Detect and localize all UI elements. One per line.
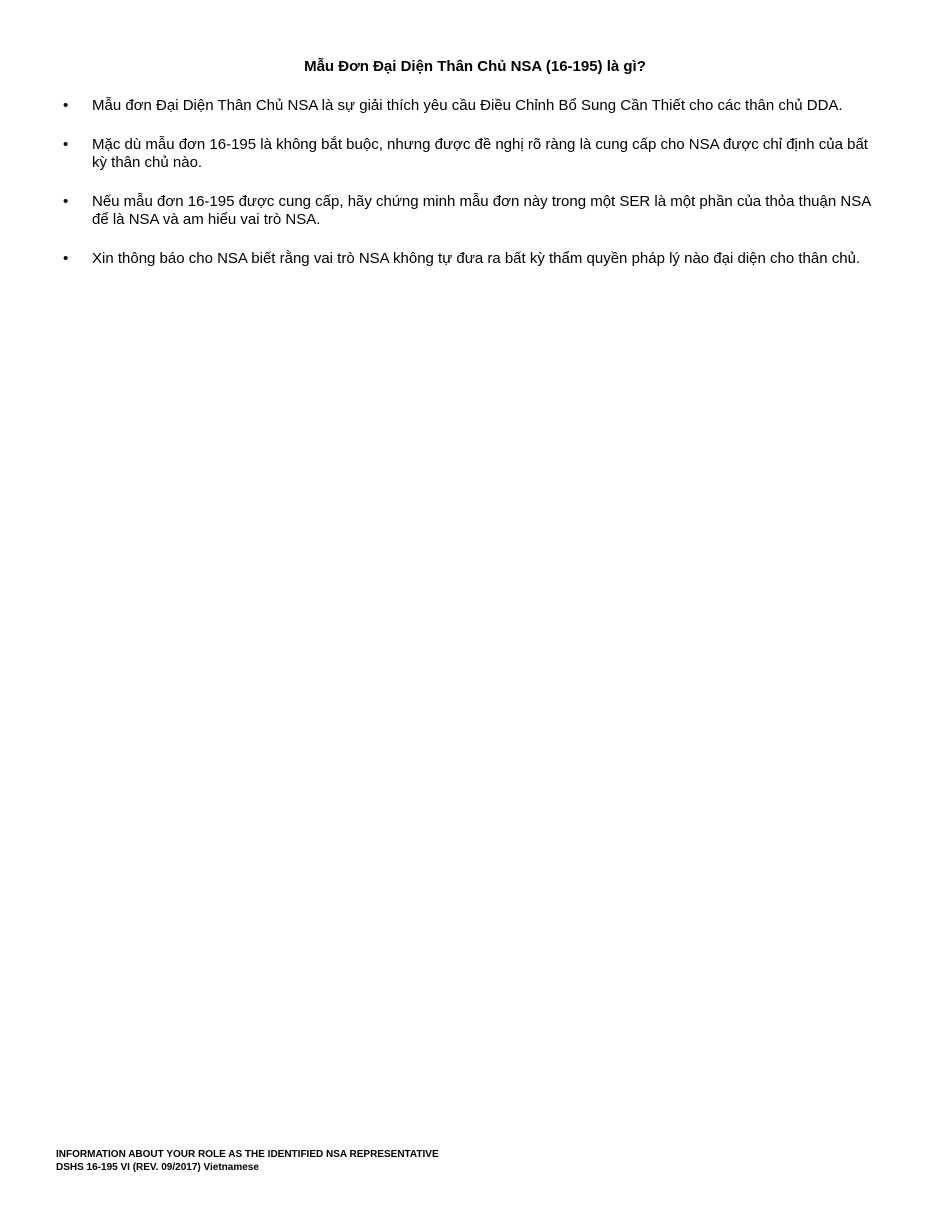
bullet-icon: • [63,193,69,210]
bullet-icon: • [63,250,69,267]
list-item [62,136,882,172]
list-item-text: Mặc dù mẫu đơn 16-195 là không bắt buộc, nhưng được đề nghị rõ ràng là cung cấp cho NSA được chỉ định của bất kỳ thân chủ nào. [92,136,868,171]
footer-form-number: DSHS 16-195 VI (REV. 09/2017) Vietnamese [56,1162,259,1173]
list-item [62,250,882,268]
list-item-text: Nếu mẫu đơn 16-195 được cung cấp, hãy chứng minh mẫu đơn này trong một SER là một phần của thỏa thuận NSA để là NSA và am hiểu vai trò NSA. [92,193,871,228]
bullet-icon: • [63,136,69,153]
bullet-list [62,97,882,289]
page-title: Mẫu Đơn Đại Diện Thân Chủ NSA (16-195) là gì? [304,58,646,75]
footer [56,1148,439,1174]
list-item-text: Xin thông báo cho NSA biết rằng vai trò NSA không tự đưa ra bất kỳ thẩm quyền pháp lý nào đại diện cho thân chủ. [92,250,861,267]
list-item [62,193,882,229]
bullet-icon: • [63,97,69,114]
list-item [62,97,882,115]
footer-form-title: INFORMATION ABOUT YOUR ROLE AS THE IDENTIFIED NSA REPRESENTATIVE [56,1149,439,1160]
list-item-text: Mẫu đơn Đại Diện Thân Chủ NSA là sự giải thích yêu cầu Điều Chỉnh Bổ Sung Cần Thiết cho các thân chủ DDA. [92,97,843,114]
